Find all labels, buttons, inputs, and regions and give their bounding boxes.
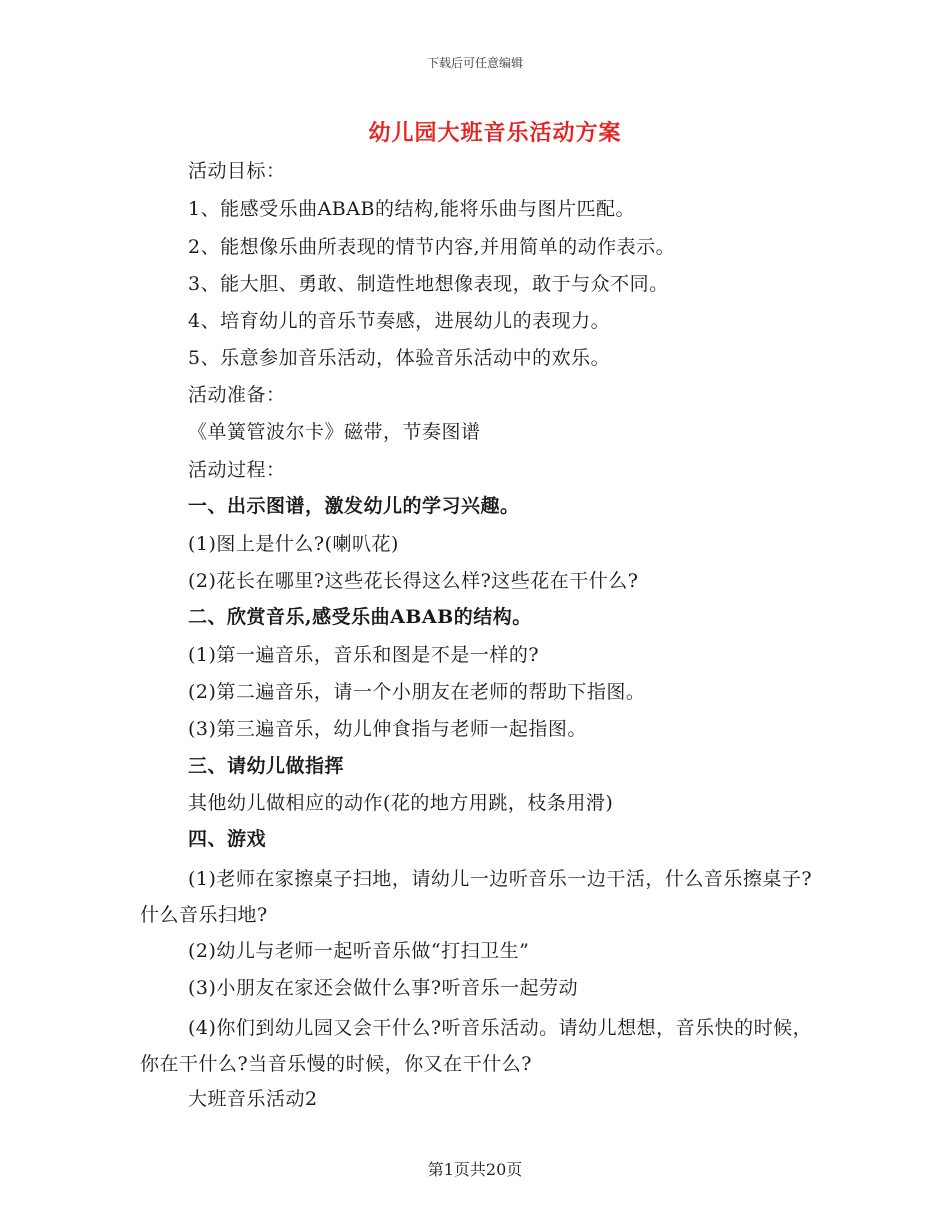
section-label-goals: 活动目标：: [188, 160, 286, 182]
preparation-text: 《单簧管波尔卡》磁带，节奏图谱: [188, 421, 481, 443]
game-item: (2)幼儿与老师一起听音乐做“打扫卫生”: [188, 940, 530, 962]
game-item-text: (4)你们到幼儿园又会干什么?听音乐活动。请幼儿想想，音乐快的时候，你在干什么?当音乐慢的时候，你又在干什么?: [140, 1017, 813, 1075]
section-label-process: 活动过程：: [188, 459, 286, 481]
goal-item: 4、培育幼儿的音乐节奏感，进展幼儿的表现力。: [188, 310, 611, 332]
step-heading: 二、欣赏音乐,感受乐曲ABAB的结构。: [188, 606, 532, 628]
goal-item: 1、能感受乐曲ABAB的结构,能将乐曲与图片匹配。: [188, 198, 635, 220]
game-item: (3)小朋友在家还会做什么事?听音乐一起劳动: [188, 977, 579, 999]
step-item: (3)第三遍音乐，幼儿伸食指与老师一起指图。: [188, 718, 587, 740]
step-heading: 三、请幼儿做指挥: [188, 755, 345, 777]
step-item: (1)第一遍音乐，音乐和图是不是一样的?: [188, 644, 540, 666]
game-item-text: (1)老师在家擦桌子扫地，请幼儿一边听音乐一边干活，什么音乐擦桌子?什么音乐扫地?: [140, 868, 813, 926]
game-item: [140, 1010, 820, 1082]
next-section-title: 大班音乐活动2: [188, 1088, 318, 1110]
step-item: (2)花长在哪里?这些花长得这么样?这些花在干什么?: [188, 570, 639, 592]
goal-item: 3、能大胆、勇敢、制造性地想像表现，敢于与众不同。: [188, 273, 669, 295]
game-item: [140, 861, 820, 933]
document-title: 幼儿园大班音乐活动方案: [368, 120, 622, 146]
step-item: (1)图上是什么?(喇叭花): [188, 533, 399, 555]
step-heading: 一、出示图谱，激发幼儿的学习兴趣。: [188, 495, 520, 517]
step-heading: 四、游戏: [188, 828, 267, 850]
page-number: 第1页共20页: [427, 1160, 523, 1179]
section-label-preparation: 活动准备：: [188, 384, 286, 406]
step-item: (2)第二遍音乐，请一个小朋友在老师的帮助下指图。: [188, 681, 646, 703]
goal-item: 2、能想像乐曲所表现的情节内容,并用简单的动作表示。: [188, 236, 676, 258]
page-header-note: 下载后可任意编辑: [426, 56, 523, 70]
goal-item: 5、乐意参加音乐活动，体验音乐活动中的欢乐。: [188, 347, 611, 369]
step-item: 其他幼儿做相应的动作(花的地方用跳，枝条用滑): [188, 792, 614, 814]
